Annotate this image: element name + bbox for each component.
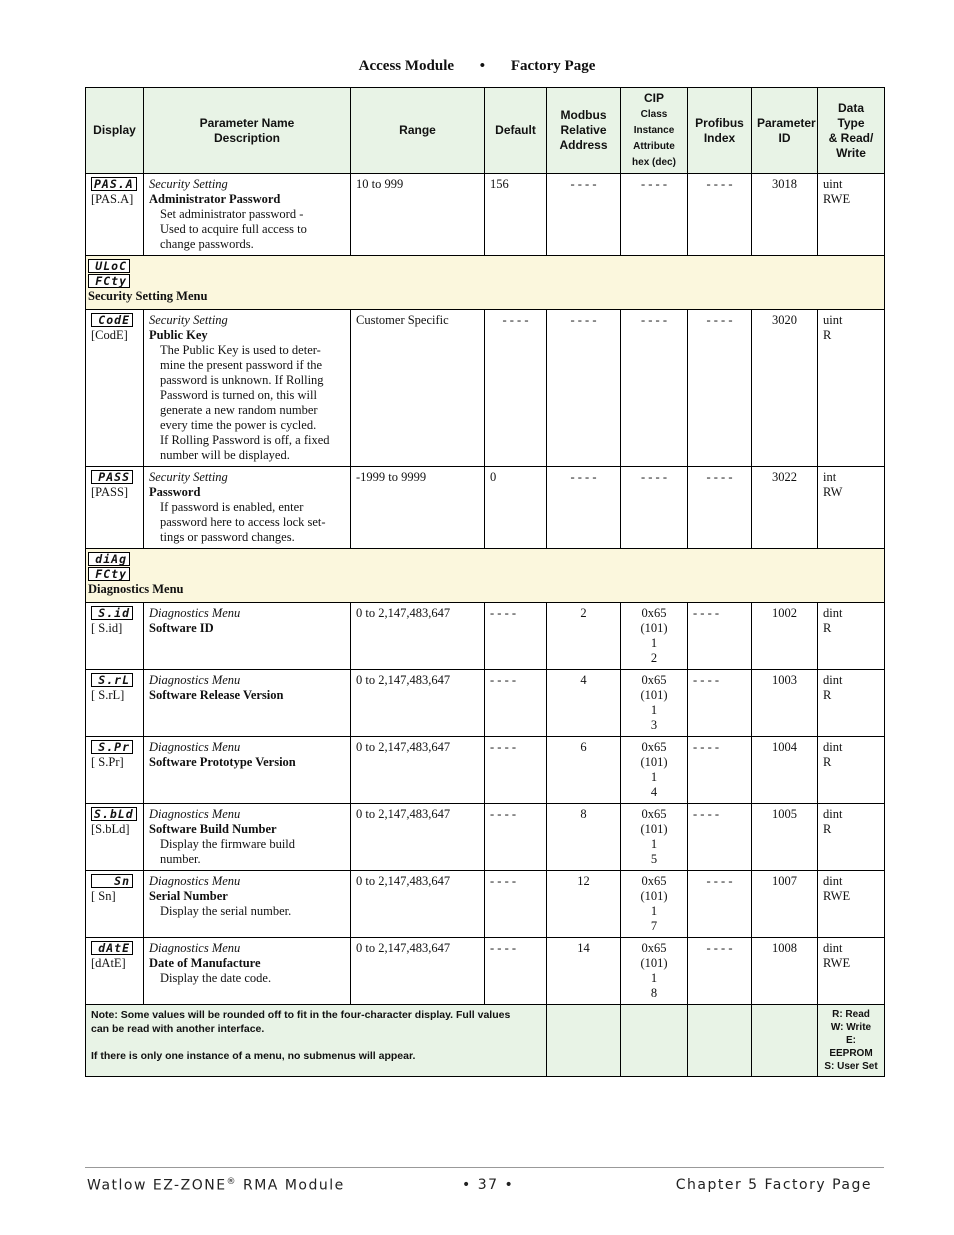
display-code: [CodE]	[91, 328, 128, 342]
parameter-name: Software Build Number	[149, 822, 277, 836]
profibus-index: - - - -	[706, 874, 733, 888]
menu-name: Diagnostics Menu	[149, 941, 241, 955]
lcd-display: dAtE	[91, 941, 133, 955]
menu-row-diagnostics	[86, 549, 885, 603]
cip-value: 4	[650, 785, 658, 799]
note-line: Note: Some values will be rounded off to fit in the four-character display. Full values	[91, 1009, 511, 1021]
parameter-name: Password	[149, 485, 201, 499]
menu-title: Security Setting Menu	[88, 289, 208, 303]
cip-value: - - - -	[640, 470, 668, 484]
col-display: Display	[86, 88, 144, 174]
lcd-display: S.rL	[91, 673, 133, 687]
modbus-address: - - - -	[570, 177, 597, 191]
menu-name: Security Setting	[149, 177, 228, 191]
display-code: [PASS]	[91, 485, 129, 499]
menu-name: Diagnostics Menu	[149, 740, 241, 754]
footer-chapter: Chapter 5 Factory Page	[675, 1177, 872, 1193]
col-range: Range	[351, 88, 485, 174]
cip-value: 0x65	[641, 606, 667, 620]
parameter-name: Date of Manufacture	[149, 956, 261, 970]
default-value: 0	[490, 470, 497, 484]
cip-value: 7	[650, 919, 658, 933]
range-value: Customer Specific	[356, 313, 449, 327]
read-write: R	[823, 755, 832, 769]
page-header	[0, 58, 954, 75]
parameter-description: password here to access lock set-	[160, 515, 326, 529]
parameter-description: mine the present password if the	[160, 358, 323, 372]
parameter-description: The Public Key is used to deter-	[160, 343, 321, 357]
table-row	[86, 938, 885, 1005]
col-default: Default	[485, 88, 547, 174]
read-write: RWE	[823, 889, 851, 903]
header-row	[86, 88, 885, 174]
parameter-name: Software ID	[149, 621, 214, 635]
data-type: dint	[823, 606, 843, 620]
profibus-index: - - - -	[706, 177, 733, 191]
default-value: - - - -	[490, 740, 517, 754]
lcd-display: S.Pr	[91, 740, 133, 754]
profibus-index: - - - -	[693, 606, 720, 620]
parameter-id: 3022	[772, 470, 797, 484]
cip-value: - - - -	[640, 313, 668, 327]
parameter-description: Used to acquire full access to	[160, 222, 307, 236]
note-row	[86, 1005, 885, 1077]
display-code: [dAtE]	[91, 956, 126, 970]
page-number: • 37 •	[462, 1177, 515, 1193]
data-type: dint	[823, 807, 843, 821]
parameter-description: password is unknown. If Rolling	[160, 373, 324, 387]
col-profibus: Profibus Index	[688, 88, 752, 174]
cip-value: (101)	[640, 688, 668, 702]
modbus-address: 6	[580, 740, 587, 754]
profibus-index: - - - -	[706, 313, 733, 327]
legend-item: S: User Set	[824, 1061, 878, 1072]
display-code: [ S.Pr]	[91, 755, 124, 769]
parameter-id: 3018	[772, 177, 797, 191]
display-code: [PAS.A]	[91, 192, 134, 206]
table-row	[86, 737, 885, 804]
modbus-address: 4	[580, 673, 587, 687]
range-value: 10 to 999	[356, 177, 404, 191]
cip-value: 1	[650, 770, 658, 784]
range-value: 0 to 2,147,483,647	[356, 941, 451, 955]
cip-value: 0x65	[641, 807, 667, 821]
footer-rule	[85, 1167, 884, 1168]
default-value: - - - -	[490, 807, 517, 821]
parameter-description: tings or password changes.	[160, 530, 295, 544]
parameter-description: Set administrator password -	[160, 207, 304, 221]
lcd-display: ULoC	[88, 259, 130, 273]
parameter-name: Administrator Password	[149, 192, 281, 206]
table-row	[86, 871, 885, 938]
read-write: RWE	[823, 956, 851, 970]
parameter-name: Serial Number	[149, 889, 228, 903]
modbus-address: - - - -	[570, 313, 597, 327]
cip-value: 8	[650, 986, 658, 1000]
header-bullet: •	[479, 58, 486, 74]
read-write: R	[823, 621, 832, 635]
read-write: RWE	[823, 192, 851, 206]
parameter-name: Software Release Version	[149, 688, 284, 702]
note-line: If there is only one instance of a menu, no submenus will appear.	[91, 1050, 416, 1062]
parameter-description: every time the power is cycled.	[160, 418, 317, 432]
display-code: [ Sn]	[91, 889, 116, 903]
parameter-name: Public Key	[149, 328, 208, 342]
parameter-description: change passwords.	[160, 237, 254, 251]
modbus-address: 14	[577, 941, 590, 955]
footer-title: Watlow EZ-ZONE® RMA Module	[87, 1177, 345, 1194]
menu-name: Diagnostics Menu	[149, 807, 241, 821]
cip-value: 0x65	[641, 941, 667, 955]
cip-value: (101)	[640, 889, 668, 903]
table-row	[86, 310, 885, 467]
default-value: - - - -	[490, 941, 517, 955]
table-row	[86, 603, 885, 670]
parameter-id: 1004	[772, 740, 797, 754]
parameter-description: Display the firmware build	[160, 837, 296, 851]
lcd-display: FCty	[88, 274, 130, 288]
parameter-description: Password is turned on, this will	[160, 388, 317, 402]
default-value: - - - -	[502, 313, 529, 327]
cip-value: (101)	[640, 956, 668, 970]
cip-value: 1	[650, 703, 658, 717]
cip-value: 5	[650, 852, 658, 866]
col-data-type: Data Type & Read/ Write	[818, 88, 885, 174]
menu-name: Diagnostics Menu	[149, 874, 241, 888]
data-type: dint	[823, 673, 843, 687]
cip-value: 1	[650, 904, 658, 918]
default-value: - - - -	[490, 606, 517, 620]
range-value: 0 to 2,147,483,647	[356, 740, 451, 754]
parameter-id: 1008	[772, 941, 797, 955]
menu-title: Diagnostics Menu	[88, 582, 184, 596]
cip-value: (101)	[640, 822, 668, 836]
col-parameter-name: Parameter Name Description	[144, 88, 351, 174]
menu-name: Security Setting	[149, 470, 228, 484]
rw-legend	[823, 1008, 879, 1073]
cip-value: 1	[650, 636, 658, 650]
lcd-display: PAS.A	[91, 177, 137, 191]
profibus-index: - - - -	[693, 807, 720, 821]
cip-value: - - - -	[640, 177, 668, 191]
table-row	[86, 174, 885, 256]
cip-value: (101)	[640, 621, 668, 635]
range-value: 0 to 2,147,483,647	[356, 807, 451, 821]
parameter-description: Display the date code.	[160, 971, 272, 985]
parameter-id: 1002	[772, 606, 797, 620]
lcd-display: CodE	[91, 313, 133, 327]
parameter-description: number.	[160, 852, 201, 866]
default-value: - - - -	[490, 673, 517, 687]
profibus-index: - - - -	[706, 470, 733, 484]
cip-value: 1	[650, 971, 658, 985]
display-code: [ S.rL]	[91, 688, 125, 702]
menu-name: Diagnostics Menu	[149, 606, 241, 620]
data-type: dint	[823, 941, 843, 955]
read-write: R	[823, 328, 832, 342]
parameter-description: number will be displayed.	[160, 448, 290, 462]
col-modbus: Modbus Relative Address	[547, 88, 621, 174]
modbus-address: - - - -	[570, 470, 597, 484]
cip-value: 0x65	[641, 673, 667, 687]
parameter-description: If password is enabled, enter	[160, 500, 304, 514]
profibus-index: - - - -	[693, 673, 720, 687]
col-cip: CIP Class Instance Attribute hex (dec)	[621, 88, 688, 174]
range-value: 0 to 2,147,483,647	[356, 874, 451, 888]
header-right: Factory Page	[510, 58, 596, 74]
menu-row-security	[86, 256, 885, 310]
menu-name: Security Setting	[149, 313, 228, 327]
menu-name: Diagnostics Menu	[149, 673, 241, 687]
parameter-description: Display the serial number.	[160, 904, 292, 918]
default-value: 156	[490, 177, 509, 191]
lcd-display: PASS	[91, 470, 133, 484]
table-row	[86, 670, 885, 737]
parameter-name: Software Prototype Version	[149, 755, 296, 769]
header-left: Access Module	[358, 58, 455, 74]
parameter-id: 1007	[772, 874, 797, 888]
legend-item: W: Write	[830, 1022, 872, 1033]
col-parameter-id: Parameter ID	[752, 88, 818, 174]
parameter-description: generate a new random number	[160, 403, 318, 417]
data-type: uint	[823, 313, 843, 327]
data-type: int	[823, 470, 837, 484]
range-value: -1999 to 9999	[356, 470, 427, 484]
table-row	[86, 467, 885, 549]
data-type: dint	[823, 740, 843, 754]
parameter-table	[85, 87, 885, 1077]
lcd-display: Sn	[91, 874, 133, 888]
modbus-address: 12	[577, 874, 590, 888]
range-value: 0 to 2,147,483,647	[356, 606, 451, 620]
modbus-address: 8	[580, 807, 587, 821]
cip-value: 2	[650, 651, 658, 665]
note-line: can be read with another interface.	[91, 1023, 265, 1035]
parameter-id: 1005	[772, 807, 797, 821]
table-row	[86, 804, 885, 871]
data-type: uint	[823, 177, 843, 191]
read-write: R	[823, 822, 832, 836]
parameter-description: If Rolling Password is off, a fixed	[160, 433, 330, 447]
cip-value: 0x65	[641, 874, 667, 888]
parameter-id: 3020	[772, 313, 797, 327]
cip-value: 3	[650, 718, 658, 732]
default-value: - - - -	[490, 874, 517, 888]
cip-value: (101)	[640, 755, 668, 769]
lcd-display: diAg	[88, 552, 130, 566]
parameter-id: 1003	[772, 673, 797, 687]
lcd-display: S.bLd	[91, 807, 137, 821]
cip-value: 0x65	[641, 740, 667, 754]
read-write: RW	[823, 485, 843, 499]
profibus-index: - - - -	[706, 941, 733, 955]
range-value: 0 to 2,147,483,647	[356, 673, 451, 687]
read-write: R	[823, 688, 832, 702]
lcd-display: S.id	[91, 606, 133, 620]
data-type: dint	[823, 874, 843, 888]
legend-item: R: Read	[832, 1009, 870, 1020]
display-code: [ S.id]	[91, 621, 123, 635]
modbus-address: 2	[580, 606, 587, 620]
cip-value: 1	[650, 837, 658, 851]
lcd-display: FCty	[88, 567, 130, 581]
display-code: [S.bLd]	[91, 822, 130, 836]
profibus-index: - - - -	[693, 740, 720, 754]
legend-item: E: EEPROM	[829, 1035, 873, 1059]
